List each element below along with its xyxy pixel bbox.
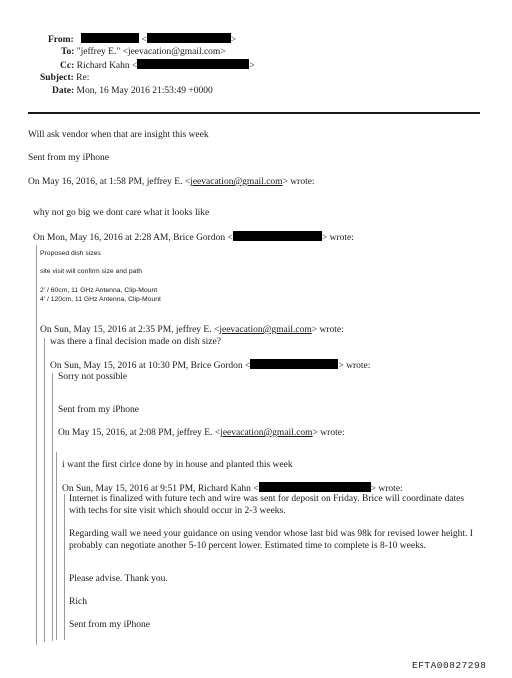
quote-bar	[52, 373, 53, 641]
cc-row	[60, 59, 255, 72]
to-value: "jeffrey E." <jeevacation@gmail.com>	[76, 47, 226, 57]
signature: Sent from my iPhone	[69, 620, 151, 630]
quote-attribution: On May 15, 2016, at 2:08 PM, jeffrey E. <jeevacation@gmail.com> wrote:	[58, 428, 345, 438]
message-body: Sorry not possible	[58, 372, 128, 382]
redaction-bar	[137, 59, 249, 69]
date-row	[52, 85, 213, 97]
message-body: i want the first cirlce done by in house and planted this week	[62, 460, 293, 470]
angle-close: >	[230, 35, 237, 45]
email-link[interactable]: jeevacation@gmail.com	[220, 428, 313, 438]
date-label: Date:	[52, 86, 75, 96]
document-id: EFTA00827298	[412, 660, 487, 671]
cc-value: Richard Kahn <	[76, 61, 138, 71]
redaction-bar	[250, 359, 338, 369]
message-body-line: Proposed dish sizes	[40, 250, 101, 257]
email-link[interactable]: jeevacation@gmail.com	[190, 177, 283, 187]
message-body: why not go big we dont care what it looks like	[33, 208, 210, 218]
quote-attribution: On Sun, May 15, 2016 at 10:30 PM, Brice Gordon < > wrote:	[50, 361, 371, 371]
header-divider	[28, 112, 480, 114]
redaction-bar	[233, 231, 322, 241]
message-body: was there a final decision made on dish size?	[50, 337, 221, 347]
subject-label: Subject:	[40, 73, 74, 83]
quote-bar	[44, 338, 45, 642]
angle-close: >	[249, 61, 255, 71]
quote-attribution: On Sun, May 15, 2016 at 2:35 PM, jeffrey E. <jeevacation@gmail.com> wrote:	[40, 325, 344, 335]
redaction-bar	[147, 33, 231, 43]
message-paragraph: Regarding wall we need your guidance on using vendor whose last bid was 98k for revised lower height. I probably can negotiate another 5-10 percent lower. Estimated time to complete is 8-10 weeks.	[69, 529, 473, 551]
from-row	[48, 33, 236, 46]
subject-row	[40, 72, 89, 84]
redaction-bar	[259, 482, 371, 492]
redaction-bar	[81, 33, 139, 43]
quote-bar	[64, 494, 65, 640]
message-body-line: 2' / 60cm, 11 GHz Antenna, Clip-Mount	[40, 287, 158, 294]
angle-open: <	[141, 35, 147, 45]
cc-label: Cc:	[60, 61, 75, 71]
signature-name: Rich	[69, 597, 87, 607]
message-body-line: site visit will confirm size and path	[40, 268, 142, 275]
quote-attribution: On Sun, May 15, 2016 at 9:51 PM, Richard Kahn < > wrote:	[62, 484, 403, 494]
quote-attribution: On May 16, 2016, at 1:58 PM, jeffrey E. <jeevacation@gmail.com> wrote:	[28, 177, 315, 187]
message-paragraph: Please advise. Thank you.	[69, 574, 168, 584]
signature: Sent from my iPhone	[58, 405, 140, 415]
email-link[interactable]: jeevacation@gmail.com	[219, 325, 312, 335]
message-body-line: 4' / 120cm, 11 GHz Antenna, Clip-Mount	[40, 296, 161, 303]
message-paragraph: Internet is finalized with future tech and wire was sent for deposit on Friday. Brice will coordinate dates with techs for site visit which should occur in 2-3 weeks.	[69, 494, 465, 516]
to-row	[61, 46, 226, 58]
message-body: Will ask vendor when that are insight this week	[28, 130, 209, 140]
to-label: To:	[61, 47, 75, 57]
quote-bar	[36, 245, 37, 645]
from-label: From:	[48, 35, 74, 45]
quote-attribution: On Mon, May 16, 2016 at 2:28 AM, Brice Gordon < > wrote:	[33, 233, 354, 243]
quote-bar	[56, 452, 57, 640]
date-value: Mon, 16 May 2016 21:53:49 +0000	[76, 86, 213, 96]
subject-value: Re:	[76, 73, 90, 83]
signature: Sent from my iPhone	[28, 153, 110, 163]
